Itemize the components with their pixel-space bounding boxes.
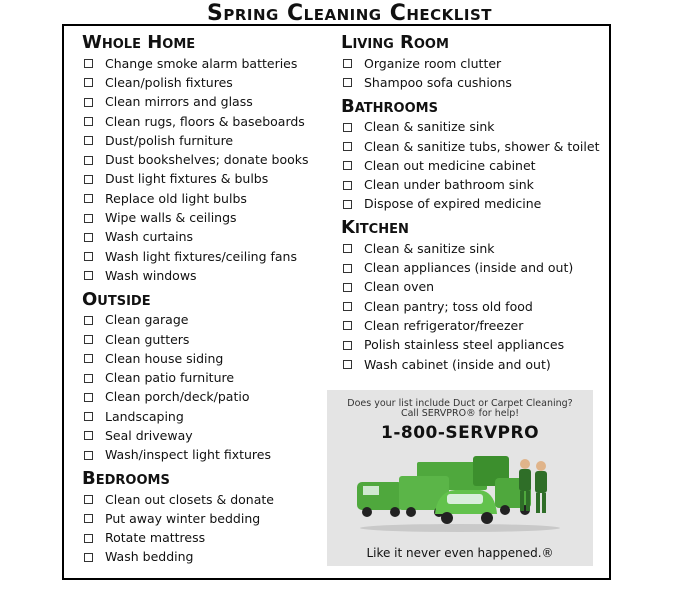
checklist-item-label: Dust/polish furniture [105,132,234,148]
checklist-item-label: Polish stainless steel appliances [364,337,565,353]
checkbox[interactable] [84,136,93,145]
checklist-item-label: Clean out closets & donate [105,491,274,507]
checkbox[interactable] [84,514,93,523]
checkbox[interactable] [84,252,93,261]
checklist-item-label: Clean & sanitize sink [364,119,495,135]
checkbox[interactable] [84,156,93,165]
checkbox[interactable] [84,98,93,107]
checklist-item [82,407,332,426]
worker-head-icon [536,461,546,471]
checkbox[interactable] [84,214,93,223]
ad-tagline: Like it never even happened.® [366,546,554,560]
checklist-item-label: Clean house siding [105,350,224,366]
checkbox[interactable] [84,316,93,325]
right-column [341,32,611,374]
section-heading: Living Room [341,32,449,53]
checklist-item-label: Clean pantry; toss old food [364,298,533,314]
checkbox[interactable] [84,78,93,87]
checklist-item [82,189,332,208]
section-heading: Whole Home [82,32,196,53]
checklist-item [341,156,611,175]
checklist-item [341,278,611,297]
checklist-item-label: Rotate mattress [105,530,206,546]
checkbox[interactable] [343,181,352,190]
wheel-icon [481,512,493,524]
checklist-item [82,446,332,465]
checklist-item [82,330,332,349]
checkbox[interactable] [84,117,93,126]
checklist-item [341,175,611,194]
checklist-item [341,239,611,258]
checklist-item-label: Clean under bathroom sink [364,177,534,193]
section-heading: Bedrooms [82,467,170,489]
wheel-icon [406,507,416,517]
van-window-icon [363,486,379,495]
checklist-item [341,118,611,137]
wheel-icon [441,512,453,524]
checklist-item-label: Clean/polish fixtures [105,74,233,90]
checklist-item [341,316,611,335]
checklist-item-label: Wash bedding [105,549,194,565]
checklist-item [341,258,611,277]
section-heading: Kitchen [341,217,409,239]
checklist-item-label: Dispose of expired medicine [364,196,542,212]
checkbox[interactable] [343,360,352,369]
checkbox[interactable] [343,283,352,292]
checkbox[interactable] [84,412,93,421]
checkbox[interactable] [343,341,352,350]
checklist-item-label: Landscaping [105,408,184,424]
section-heading: Outside [82,288,151,310]
checklist-item-label: Change smoke alarm batteries [105,55,298,71]
checklist-item [82,266,332,285]
checklist-item [341,297,611,316]
checklist-item-label: Clean oven [364,279,435,295]
checklist-item-label: Clean out medicine cabinet [364,157,536,173]
checkbox[interactable] [343,142,352,151]
checkbox[interactable] [84,553,93,562]
checkbox[interactable] [84,233,93,242]
checklist-item [82,368,332,387]
checkbox[interactable] [343,302,352,311]
checklist-item [82,349,332,368]
ad-question: Does your list include Duct or Carpet Cleaning? [347,398,573,409]
checkbox[interactable] [84,431,93,440]
checkbox[interactable] [84,354,93,363]
checklist-item-label: Clean & sanitize tubs, shower & toilet [364,138,600,154]
checkbox[interactable] [84,534,93,543]
checkbox[interactable] [84,374,93,383]
checkbox[interactable] [343,123,352,132]
checkbox[interactable] [343,78,352,87]
checkbox[interactable] [84,175,93,184]
checklist-item-label: Clean mirrors and glass [105,94,253,110]
checkbox[interactable] [84,271,93,280]
checkbox[interactable] [84,495,93,504]
checklist-item-label: Dust light fixtures & bulbs [105,171,269,187]
left-column [82,32,332,567]
checklist-item-label: Wash curtains [105,229,194,245]
servpro-ad [327,390,593,566]
checklist-item [82,247,332,266]
checkbox[interactable] [343,244,352,253]
worker-icon [535,471,547,493]
checklist-item-label: Clean rugs, floors & baseboards [105,113,305,129]
checklist-item [82,93,332,112]
checkbox[interactable] [84,59,93,68]
wheel-icon [362,507,372,517]
checkbox[interactable] [84,451,93,460]
checklist-item [82,426,332,445]
checklist-item [82,131,332,150]
checklist-item [82,112,332,131]
checklist-item [82,548,332,567]
checklist-item-label: Clean porch/deck/patio [105,389,250,405]
checklist-item-label: Replace old light bulbs [105,190,247,206]
checkbox[interactable] [343,321,352,330]
checklist-item [82,73,332,92]
checklist-item-label: Clean patio furniture [105,370,235,386]
checklist-item [82,311,332,330]
checklist-item-label: Clean refrigerator/freezer [364,317,524,333]
worker-icon [519,469,531,491]
ad-call: Call SERVPRO® for help! [400,408,520,419]
checklist-item-label: Dust bookshelves; donate books [105,152,309,168]
checklist-item [82,388,332,407]
checklist-item-label: Shampoo sofa cushions [364,74,512,90]
checklist-item-label: Clean garage [105,312,189,328]
checklist-item [82,529,332,548]
checklist-item [341,355,611,374]
section-heading: Bathrooms [341,95,438,117]
checklist-item [341,195,611,214]
checklist-item-label: Organize room clutter [364,55,502,71]
checklist-item [82,490,332,509]
checklist-item [82,150,332,169]
checkbox[interactable] [84,194,93,203]
checklist-item-label: Put away winter bedding [105,510,261,526]
checkbox[interactable] [343,264,352,273]
checklist-item [82,228,332,247]
checklist-item-label: Wipe walls & ceilings [105,210,237,226]
wheel-icon [500,505,510,515]
checkbox[interactable] [84,393,93,402]
checklist-item-label: Clean gutters [105,331,190,347]
checklist-item-label: Wash/inspect light fixtures [105,447,271,463]
checkbox[interactable] [84,335,93,344]
checklist-item-label: Wash cabinet (inside and out) [364,356,551,372]
checklist-item [341,73,611,92]
checklist-item [341,336,611,355]
windshield-icon [447,494,483,504]
checklist-item-label: Seal driveway [105,427,193,443]
checklist-item [82,208,332,227]
wheel-icon [390,507,400,517]
checklist-item [82,54,332,73]
ad-phone-number: 1-800-SERVPRO [380,423,540,443]
checkbox[interactable] [343,161,352,170]
checklist-item [82,170,332,189]
page-title: Spring Cleaning Checklist [207,1,492,26]
checklist-item-label: Clean & sanitize sink [364,240,495,256]
checklist-item-label: Wash light fixtures/ceiling fans [105,248,297,264]
servpro-vehicles-illustration [355,452,565,537]
checklist-item [341,137,611,156]
worker-head-icon [520,459,530,469]
checkbox[interactable] [343,200,352,209]
checklist-item-label: Clean appliances (inside and out) [364,260,574,276]
checkbox[interactable] [343,59,352,68]
checklist-item [341,54,611,73]
checklist-item [82,509,332,528]
checklist-item-label: Wash windows [105,267,197,283]
